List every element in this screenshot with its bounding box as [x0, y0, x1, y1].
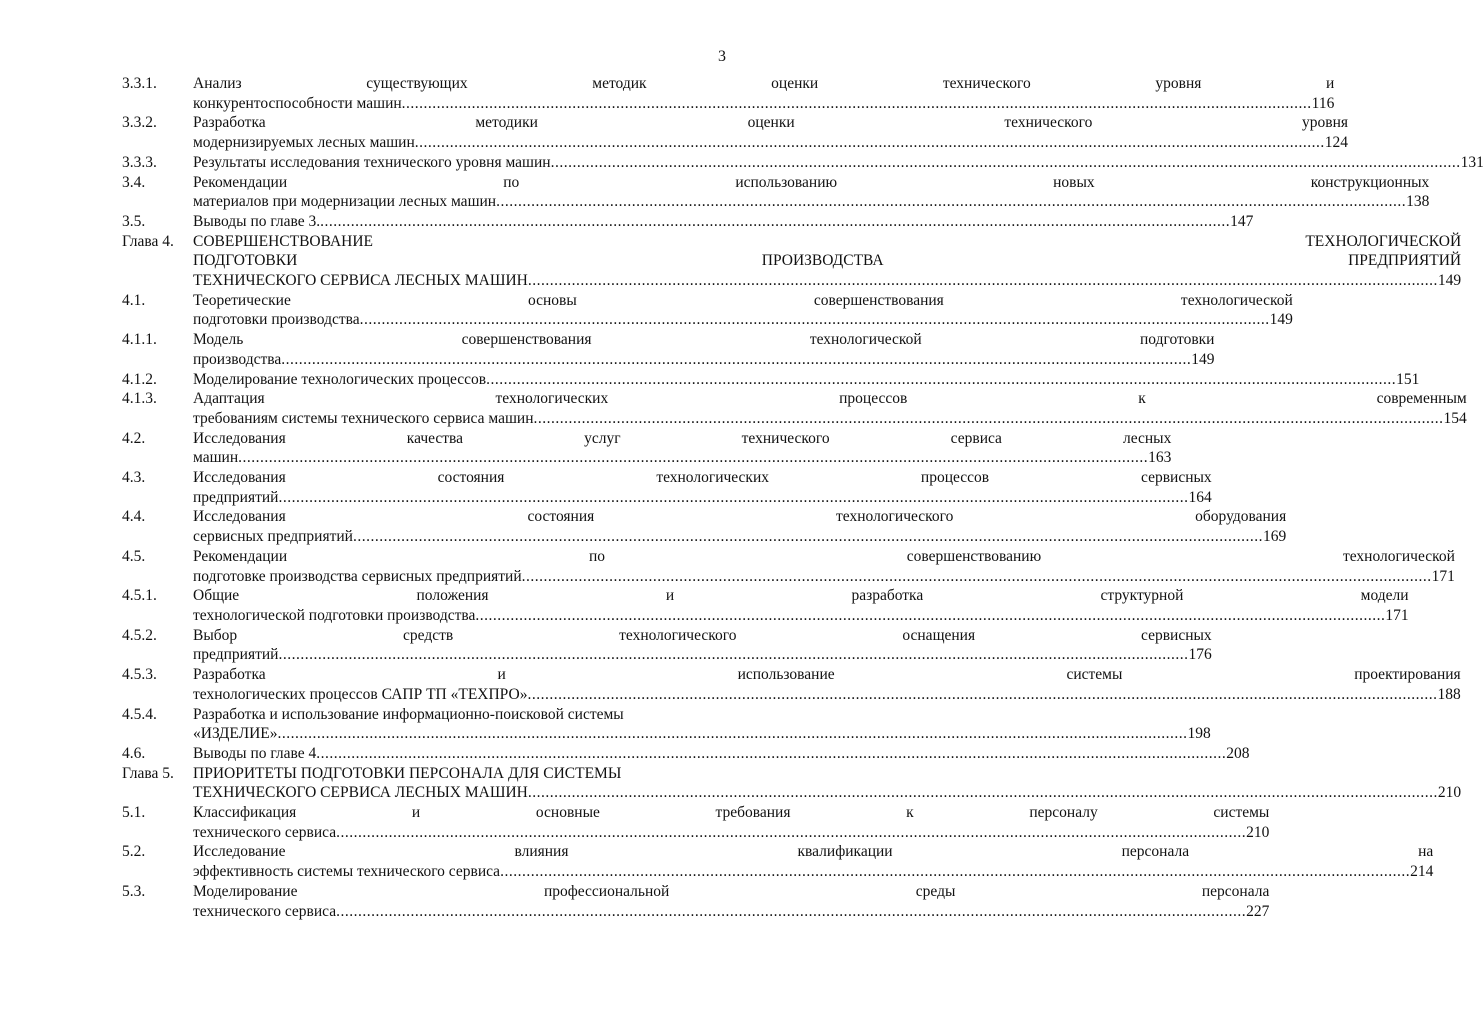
toc-entry-number: 4.5.2.: [122, 626, 157, 644]
dot-leader: [336, 823, 1246, 843]
toc-word: лесных: [1123, 429, 1172, 447]
toc-entry-title-end: эффективность системы технического сервиса: [193, 863, 501, 881]
toc-word: процессов: [920, 469, 990, 487]
toc-word: профессиональной: [543, 882, 670, 900]
toc-entry[interactable]: [122, 764, 1462, 803]
dot-leader: [496, 192, 1406, 212]
toc-entry-title: [193, 291, 1293, 330]
toc-word: персонала: [1201, 882, 1270, 900]
toc-entry-page: 171: [1385, 606, 1409, 624]
toc-entry[interactable]: [122, 626, 1212, 665]
dot-leader: [336, 902, 1246, 922]
dot-leader: [486, 370, 1396, 390]
toc-entry-title: [193, 173, 1429, 212]
toc-entry-number: 5.2.: [122, 843, 146, 861]
toc-entry-page: 214: [1410, 863, 1434, 881]
dot-leader: [534, 409, 1444, 429]
dot-leader: [316, 744, 1226, 764]
toc-entry-title: [193, 429, 1171, 468]
toc-word: новых: [1053, 173, 1095, 191]
toc-entry[interactable]: [122, 173, 1430, 212]
toc-word: основные: [535, 804, 600, 822]
dot-leader: [238, 448, 1148, 468]
toc-entry-title-end: машин: [193, 449, 239, 467]
toc-entry-title: [193, 153, 1484, 173]
toc-entry-title-end: подготовке производства сервисных предприятий: [193, 567, 522, 585]
toc-word: и: [1326, 75, 1335, 92]
toc-word: ПРОИЗВОДСТВА: [761, 252, 884, 270]
toc-word: Исследование: [193, 843, 286, 861]
toc-entry-title-end: Моделирование технологических процессов: [193, 370, 487, 388]
toc-entry[interactable]: [122, 507, 1287, 546]
toc-entry-number: 3.3.3.: [122, 153, 157, 171]
toc-entry-number: 4.6.: [122, 744, 146, 762]
toc-entry-title: [193, 665, 1461, 704]
toc-word: к: [1138, 390, 1146, 408]
toc-entry[interactable]: [122, 291, 1293, 330]
toc-entry-number: 4.2.: [122, 429, 146, 447]
toc-word: сервиса: [950, 429, 1002, 447]
dot-leader: [500, 862, 1410, 882]
toc-word: структурной: [1100, 587, 1184, 605]
toc-word: Выбор: [193, 626, 238, 644]
toc-word: по: [588, 547, 605, 565]
toc-entry[interactable]: [122, 803, 1270, 842]
toc-entry[interactable]: [122, 212, 1254, 232]
toc-entry-number: 4.3.: [122, 469, 146, 487]
toc-entry-page: 163: [1148, 449, 1172, 467]
toc-word: Исследования: [193, 469, 286, 487]
toc-word: технологических: [656, 469, 770, 487]
toc-word: Рекомендации: [193, 173, 288, 191]
toc-word: использованию: [735, 173, 838, 191]
toc-entry-number: 5.3.: [122, 882, 146, 900]
dot-leader: [522, 567, 1432, 587]
toc-entry-title-end: конкурентоспособности машин: [193, 94, 402, 112]
toc-entry-number: 3.5.: [122, 212, 146, 230]
toc-word: по: [503, 173, 520, 191]
toc-entry-title-end: сервисных предприятий: [193, 528, 353, 546]
toc-word: технического: [1004, 114, 1093, 132]
toc-entry[interactable]: [122, 113, 1349, 152]
toc-word: Анализ: [193, 75, 242, 92]
toc-entry-title: [193, 705, 1211, 744]
toc-entry-number: 4.1.3.: [122, 390, 157, 408]
toc-word: ПРИОРИТЕТЫ ПОДГОТОВКИ ПЕРСОНАЛА ДЛЯ СИСТЕМЫ: [193, 764, 622, 782]
toc-word: Адаптация: [193, 390, 265, 408]
toc-word: использование: [737, 666, 835, 684]
toc-word: совершенствованию: [906, 547, 1042, 565]
toc-entry[interactable]: [122, 153, 1484, 173]
toc-word: проектирования: [1354, 666, 1461, 684]
toc-entry-page: 227: [1246, 902, 1270, 920]
toc-entry[interactable]: [122, 665, 1461, 704]
toc-entry-title-end: Выводы по главе 3.: [193, 212, 321, 230]
toc-entry-number: 4.1.1.: [122, 331, 157, 349]
toc-word: и: [497, 666, 506, 684]
toc-word: Разработка и использование информационно-поисковой системы: [193, 705, 624, 723]
toc-word: влияния: [514, 843, 569, 861]
toc-word: современным: [1376, 390, 1467, 408]
dot-leader: [528, 271, 1438, 291]
toc-word: основы: [527, 291, 577, 309]
toc-entry[interactable]: [122, 842, 1434, 881]
toc-word: ПОДГОТОВКИ: [193, 252, 298, 270]
toc-entry-number: 4.1.: [122, 291, 146, 309]
toc-word: уровня: [1155, 75, 1202, 92]
toc-word: технологической: [1180, 291, 1293, 309]
toc-entry-page: 210: [1246, 823, 1270, 841]
dot-leader: [278, 645, 1188, 665]
toc-entry-title: [193, 113, 1348, 152]
toc-word: Рекомендации: [193, 547, 288, 565]
toc-word: оценки: [771, 75, 819, 92]
toc-entry-title-end: ТЕХНИЧЕСКОГО СЕРВИСА ЛЕСНЫХ МАШИН: [193, 784, 528, 802]
toc-entry-title-end: «ИЗДЕЛИЕ»: [193, 725, 278, 743]
toc-entry-title: [193, 330, 1215, 369]
toc-entry-page: 149: [1269, 311, 1293, 329]
toc-entry-number: Глава 4.: [122, 232, 174, 250]
toc-entry-title: [193, 803, 1269, 842]
toc-entry-title-end: производства: [193, 350, 282, 368]
dot-leader: [320, 212, 1230, 232]
toc-entry-number: 5.1.: [122, 804, 146, 822]
toc-entry-page: 151: [1396, 370, 1420, 388]
toc-entry-page: 176: [1188, 646, 1212, 664]
toc-word: уровня: [1302, 114, 1349, 132]
toc-word: требования: [715, 804, 791, 822]
toc-word: Общие: [193, 587, 240, 605]
toc-word: услуг: [584, 429, 621, 447]
toc-word: сервисных: [1141, 626, 1212, 644]
toc-entry-title-end: технического сервиса: [193, 902, 337, 920]
toc-entry-title-end: технического сервиса: [193, 823, 337, 841]
toc-word: оценки: [747, 114, 795, 132]
toc-entry[interactable]: [122, 370, 1420, 390]
toc-word: состояния: [437, 469, 505, 487]
toc-entry-title: [193, 507, 1286, 546]
toc-word: технического: [741, 429, 830, 447]
toc-word: Разработка: [193, 114, 266, 132]
toc-word: Исследования: [193, 429, 286, 447]
toc-word: ПРЕДПРИЯТИЙ: [1348, 252, 1462, 270]
toc-word: персоналу: [1029, 804, 1098, 822]
toc-word: качества: [406, 429, 464, 447]
toc-word: на: [1418, 843, 1434, 861]
toc-entry-title-end: Результаты исследования технического уровня машин: [193, 153, 551, 171]
toc-entry-page: 198: [1187, 725, 1211, 743]
toc-entry-title-end: модернизируемых лесных машин: [193, 134, 415, 152]
toc-word: совершенствования: [461, 331, 592, 349]
toc-entry-number: 4.1.2.: [122, 370, 157, 388]
toc-word: состояния: [527, 508, 595, 526]
toc-entry-title: [193, 468, 1212, 507]
toc-word: существующих: [366, 75, 468, 92]
toc-word: Разработка: [193, 666, 266, 684]
toc-entry-title: [193, 389, 1467, 428]
toc-word: персонала: [1121, 843, 1190, 861]
toc-word: оборудования: [1195, 508, 1287, 526]
toc-word: процессов: [839, 390, 908, 408]
toc-entry[interactable]: [122, 232, 1462, 291]
toc-entry-page: 116: [1311, 94, 1335, 112]
toc-word: оснащения: [902, 626, 976, 644]
toc-entry[interactable]: [122, 74, 1335, 113]
toc-entry-page: 210: [1437, 784, 1462, 802]
toc-word: технологической: [1342, 547, 1455, 565]
toc-word: к: [906, 804, 914, 822]
toc-entry[interactable]: [122, 330, 1215, 369]
toc-entry-title: [193, 547, 1455, 586]
toc-word: среды: [915, 882, 956, 900]
toc-entry[interactable]: [122, 744, 1250, 764]
toc-entry[interactable]: [122, 389, 1467, 428]
toc-entry-number: 4.5.3.: [122, 666, 157, 684]
toc-entry-page: 169: [1262, 528, 1287, 546]
toc-word: технологического: [619, 626, 737, 644]
toc-entry-page: 124: [1324, 134, 1349, 152]
toc-word: Классификация: [193, 804, 297, 822]
toc-word: подготовки: [1140, 331, 1215, 349]
dot-leader: [415, 133, 1325, 153]
toc-entry-title: [193, 586, 1409, 625]
toc-entry-title-end: Выводы по главе 4: [193, 744, 317, 762]
toc-word: конструкционных: [1310, 173, 1430, 191]
toc-entry-page: 154: [1443, 409, 1467, 427]
toc-entry-title: [193, 882, 1269, 921]
toc-entry-title: [193, 212, 1253, 232]
dot-leader: [528, 783, 1438, 803]
table-of-contents: [122, 74, 1484, 921]
toc-word: методики: [475, 114, 538, 132]
dot-leader: [527, 685, 1437, 705]
dot-leader: [281, 350, 1191, 370]
toc-word: СОВЕРШЕНСТВОВАНИЕ: [193, 232, 374, 250]
toc-entry-number: 4.5.: [122, 547, 146, 565]
toc-entry-title-end: подготовки производства: [193, 311, 360, 329]
toc-entry-page: 147: [1230, 212, 1254, 230]
toc-word: модели: [1360, 587, 1409, 605]
toc-word: сервисных: [1141, 469, 1212, 487]
toc-entry[interactable]: [122, 882, 1270, 921]
toc-entry-title: [193, 842, 1433, 881]
toc-word: методик: [592, 75, 647, 92]
toc-word: разработка: [851, 587, 924, 605]
toc-entry[interactable]: [122, 705, 1211, 744]
toc-entry[interactable]: [122, 429, 1172, 468]
toc-entry-number: 3.3.2.: [122, 114, 157, 132]
toc-entry-page: 164: [1188, 488, 1212, 506]
toc-entry-title-end: ТЕХНИЧЕСКОГО СЕРВИСА ЛЕСНЫХ МАШИН: [193, 272, 528, 290]
toc-word: технологической: [809, 331, 922, 349]
toc-entry-title-end: технологической подготовки производства: [193, 606, 476, 624]
toc-entry-title: [193, 744, 1250, 764]
toc-word: системы: [1213, 804, 1270, 822]
toc-entry-title: [193, 764, 1461, 803]
toc-entry[interactable]: [122, 586, 1409, 625]
toc-entry-page: 188: [1437, 685, 1461, 703]
toc-entry-page: 149: [1437, 272, 1462, 290]
toc-entry-number: 4.4.: [122, 508, 146, 526]
toc-word: Модель: [193, 331, 244, 349]
toc-entry-number: 4.5.4.: [122, 705, 157, 723]
dot-leader: [402, 94, 1312, 114]
toc-entry-title-end: предприятий: [193, 646, 279, 664]
toc-word: Моделирование: [193, 882, 298, 900]
toc-entry-title: [193, 370, 1419, 390]
toc-entry-page: 171: [1431, 567, 1455, 585]
toc-entry-number: 3.4.: [122, 173, 146, 191]
toc-entry[interactable]: [122, 547, 1455, 586]
toc-entry-number: 3.3.1.: [122, 75, 157, 92]
toc-word: технологических: [495, 390, 609, 408]
toc-entry-title: [193, 74, 1334, 113]
toc-word: совершенствования: [813, 291, 944, 309]
toc-entry-page: 149: [1191, 350, 1215, 368]
toc-entry-number: 4.5.1.: [122, 587, 157, 605]
toc-entry-title-end: требованиям системы технического сервиса машин: [193, 409, 534, 427]
toc-entry-page: 208: [1226, 744, 1250, 762]
dot-leader: [353, 527, 1263, 547]
toc-word: технического: [942, 75, 1031, 92]
toc-entry[interactable]: [122, 468, 1212, 507]
toc-entry-title: [193, 232, 1461, 291]
toc-word: квалификации: [797, 843, 893, 861]
toc-entry-title: [193, 626, 1212, 665]
toc-entry-page: 138: [1406, 193, 1430, 211]
dot-leader: [278, 488, 1188, 508]
toc-word: положения: [416, 587, 489, 605]
dot-leader: [551, 153, 1461, 173]
toc-entry-number: Глава 5.: [122, 764, 174, 782]
toc-word: ТЕХНОЛОГИЧЕСКОЙ: [1305, 232, 1462, 250]
toc-entry-title-end: материалов при модернизации лесных машин: [193, 193, 497, 211]
toc-word: средств: [403, 626, 454, 644]
dot-leader: [360, 310, 1270, 330]
toc-word: системы: [1066, 666, 1123, 684]
toc-word: и: [665, 587, 675, 605]
toc-entry-page: 131: [1460, 153, 1484, 171]
page-number: 3: [718, 48, 726, 65]
toc-word: Теоретические: [193, 291, 291, 309]
toc-entry-title-end: технологических процессов САПР ТП «ТЕХПРО»: [193, 685, 528, 703]
dot-leader: [475, 606, 1385, 626]
toc-word: Исследования: [193, 508, 286, 526]
dot-leader: [278, 724, 1188, 744]
toc-entry-title-end: предприятий: [193, 488, 279, 506]
toc-word: и: [411, 804, 421, 822]
toc-word: технологического: [836, 508, 954, 526]
